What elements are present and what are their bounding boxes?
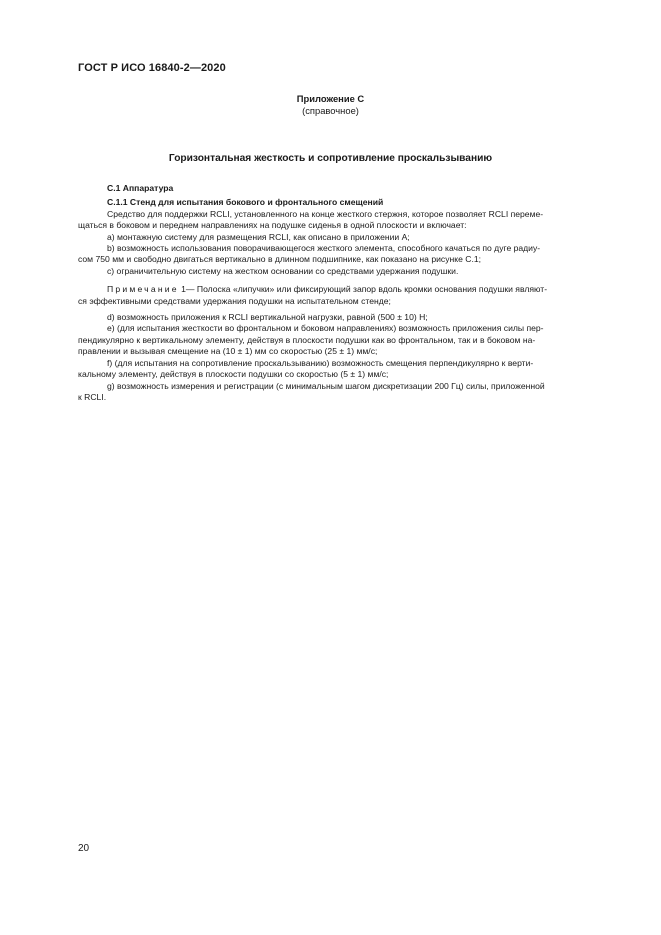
note-line-2: ся эффективными средствами удержания подушки на испытательном стенде; <box>78 295 391 306</box>
spacer <box>107 277 613 284</box>
list-item-e-line-2: пендикулярно к вертикальному элементу, действуя в плоскости подушки как во фронтальном, так и в боковом на- <box>78 334 536 345</box>
list-item-b-line-2: сом 750 мм и свободно двигаться вертикально в длинном подшипнике, как показано на рисунке С.1; <box>78 254 482 265</box>
list-item-b-line-1: b) возможность использования поворачивающегося жесткого элемента, способного качаться по дуге радиу- <box>107 243 541 254</box>
list-item-g-line-1: g) возможность измерения и регистрации (с минимальным шагом дискретизации 200 Гц) силы, приложенной <box>107 380 545 391</box>
annex-heading <box>0 93 661 117</box>
annex-main-title: Горизонтальная жесткость и сопротивление проскальзыванию <box>168 153 493 164</box>
standard-header: ГОСТ Р ИСО 16840-2—2020 <box>78 62 226 74</box>
list-item-g-line-2: к RCLI. <box>78 391 107 402</box>
section-heading: С.1 Аппаратура <box>107 183 174 193</box>
page-number: 20 <box>78 843 90 854</box>
note-text: 1— Полоска «липучки» или фиксирующий запор вдоль кромки основания подушки являют- <box>178 284 548 295</box>
list-item-e-line-1: e) (для испытания жесткости во фронтальном и боковом направлениях) возможность приложения силы пер- <box>107 323 544 334</box>
annex-title: Приложение С <box>296 93 365 104</box>
annex-type: (справочное) <box>302 105 359 116</box>
annex-body <box>78 183 613 403</box>
list-item-c: c) ограничительную систему на жестком основании со средствами удержания подушки. <box>107 265 459 276</box>
intro-line-1: Средство для поддержки RCLI, установленного на конце жесткого стержня, которое позволяет RCLI переме- <box>107 208 544 219</box>
list-item-a: a) монтажную систему для размещения RCLI, как описано в приложении А; <box>107 231 410 242</box>
list-item-f-line-2: кальному элементу, действуя в плоскости подушки со скоростью (5 ± 1) мм/с; <box>78 369 389 380</box>
subsection-heading: С.1.1 Стенд для испытания бокового и фронтального смещений <box>107 197 384 208</box>
list-item-e-line-3: правлении и вызывая смещение на (10 ± 1) мм со скоростью (25 ± 1) мм/с; <box>78 346 378 357</box>
intro-line-2: щаться в боковом и переднем направлениях на подушке сиденья в одной плоскости и включает: <box>78 220 467 231</box>
note-line-1 <box>107 284 613 295</box>
list-item-d: d) возможность приложения к RCLI вертикальной нагрузки, равной (500 ± 10) Н; <box>107 312 428 323</box>
list-item-f-line-1: f) (для испытания на сопротивление проскальзыванию) возможность смещения перпендикулярно к верти- <box>107 357 534 368</box>
note-label: Примечание <box>107 284 179 295</box>
